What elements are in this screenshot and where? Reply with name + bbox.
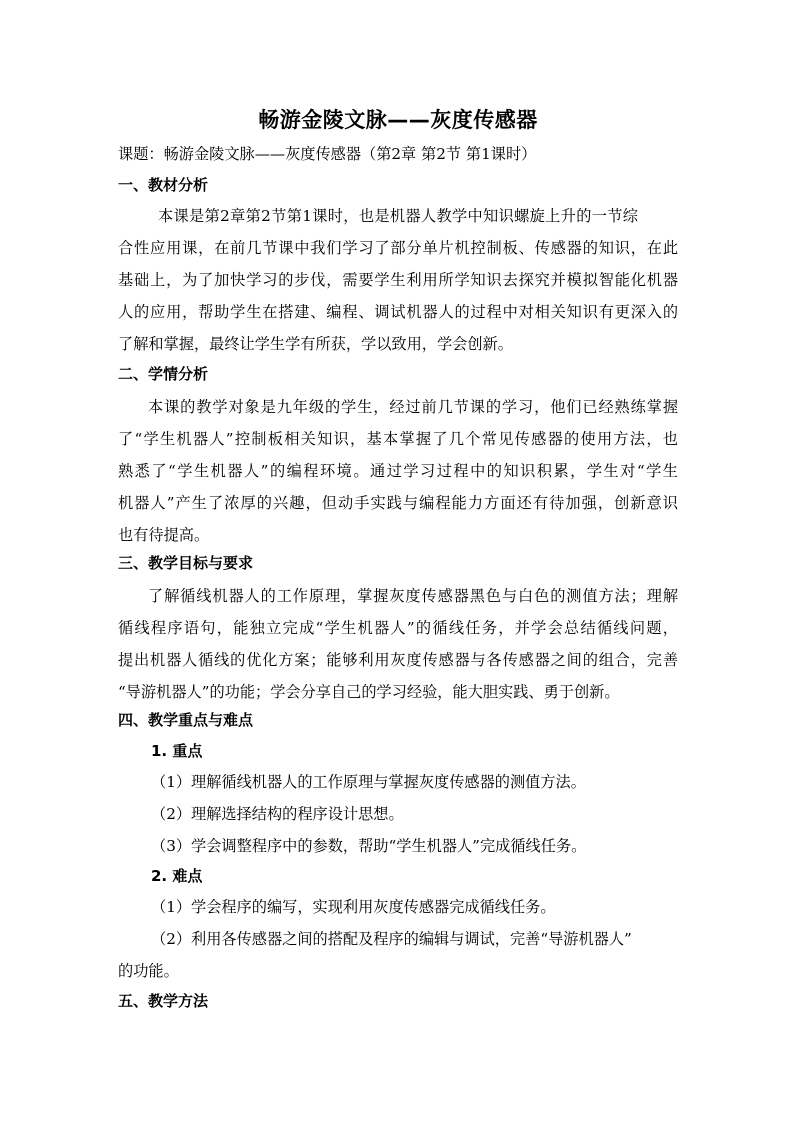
paragraph-line: 机器人”产生了浓厚的兴趣，但动手实践与编程能力方面还有待加强，创新意识 (118, 494, 678, 512)
section-heading-key-points: 四、教学重点与难点 (118, 711, 254, 729)
paragraph-line: 了解循线机器人的工作原理，掌握灰度传感器黑色与白色的测值方法；理解 (148, 587, 678, 605)
paragraph-line: 人的应用，帮助学生在搭建、编程、调试机器人的过程中对相关知识有更深入的 (118, 303, 678, 321)
paragraph-line: 本课的教学对象是九年级的学生，经过前几节课的学习，他们已经熟练掌握 (148, 398, 678, 416)
list-item: （2）利用各传感器之间的搭配及程序的编辑与调试，完善“导游机器人” (151, 930, 632, 948)
paragraph-line: 也有待提高。 (118, 526, 210, 544)
list-item: （1）理解循线机器人的工作原理与掌握灰度传感器的测值方法。 (151, 773, 586, 791)
paragraph-line: 循线程序语句，能独立完成“学生机器人”的循线任务，并学会总结循线问题， (118, 619, 678, 637)
paragraph-line: “导游机器人”的功能；学会分享自己的学习经验，能大胆实践、勇于创新。 (118, 683, 620, 701)
paragraph-line: 提出机器人循线的优化方案；能够利用灰度传感器与各传感器之间的组合，完善 (118, 651, 678, 669)
subheading-key: 1. 重点 (151, 742, 203, 760)
paragraph-line: 熟悉了“学生机器人”的编程环境。通过学习过程中的知识积累，学生对“学生 (118, 462, 678, 480)
list-item: （3）学会调整程序中的参数，帮助“学生机器人”完成循线任务。 (151, 837, 587, 855)
list-item: （2）理解选择结构的程序设计思想。 (151, 805, 404, 823)
section-heading-goals: 三、教学目标与要求 (118, 554, 254, 572)
paragraph-line: 了“学生机器人”控制板相关知识，基本掌握了几个常见传感器的使用方法，也 (118, 430, 678, 448)
subject-line: 课题：畅游金陵文脉——灰度传感器（第2章 第2节 第1课时） (118, 145, 537, 163)
list-item: （1）学会程序的编写，实现利用灰度传感器完成循线任务。 (151, 898, 556, 916)
section-heading-methods: 五、教学方法 (118, 992, 209, 1010)
paragraph-line: 了解和掌握，最终让学生学有所获，学以致用，学会创新。 (118, 335, 513, 353)
section-heading-students: 二、学情分析 (118, 365, 209, 383)
subheading-difficult: 2. 难点 (151, 867, 203, 885)
section-heading-materials: 一、教材分析 (118, 176, 209, 194)
paragraph-line: 基础上，为了加快学习的步伐，需要学生利用所学知识去探究并模拟智能化机器 (118, 271, 678, 289)
list-item-continuation: 的功能。 (118, 962, 179, 980)
paragraph-line: 本课是第2章第2节第1课时，也是机器人教学中知识螺旋上升的一节综 (158, 207, 638, 225)
document-title: 畅游金陵文脉——灰度传感器 (258, 108, 538, 132)
paragraph-line: 合性应用课，在前几节课中我们学习了部分单片机控制板、传感器的知识，在此 (118, 239, 678, 257)
